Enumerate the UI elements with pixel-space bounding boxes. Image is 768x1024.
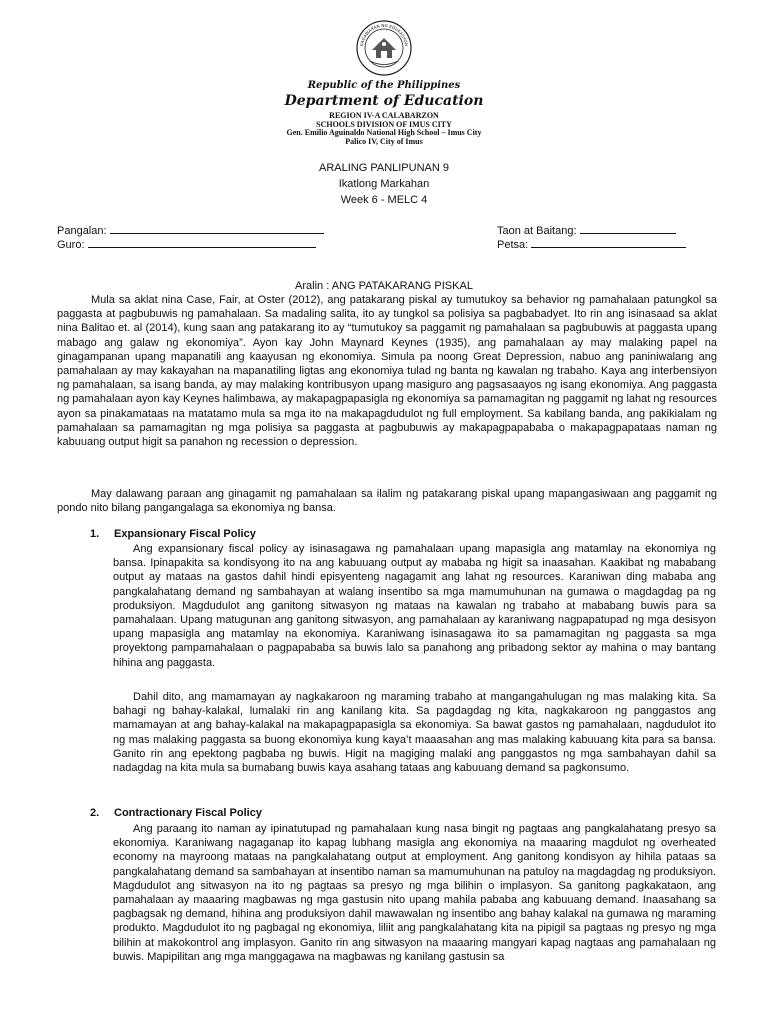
date-blank[interactable] bbox=[531, 237, 686, 248]
grade-blank[interactable] bbox=[580, 223, 676, 234]
subject-title: ARALING PANLIPUNAN 9 bbox=[318, 162, 449, 174]
item-title: Expansionary Fiscal Policy bbox=[114, 528, 256, 540]
teacher-blank[interactable] bbox=[88, 237, 316, 248]
teacher-label: Guro: bbox=[57, 239, 85, 251]
grade-field bbox=[497, 223, 676, 238]
date-label: Petsa: bbox=[497, 239, 529, 251]
item-expansionary-heading bbox=[90, 528, 256, 540]
item-number: 2. bbox=[90, 807, 100, 819]
division-line: SCHOOLS DIVISION OF IMUS CITY bbox=[316, 120, 452, 129]
contractionary-paragraph-1: Ang paraang ito naman ay ipinatutupad ng pamahalaan kung nasa bingit ng pagtaas ang pangkalahatang presyo sa ekonomiya. Karaniwang nagaganap ito kapag lubhang masigla ang ekonomiya na maaaring magdulot ng overheated economy na mayroong mataas na pangkalahatang output at employment. Ang ganitong kondisyon ay hihila pataas sa pangkalahatang demand sa sambahayan at insentibo naman sa mamumuhunan na patuloy na magdagdag ng produksiyon. Magdudulot ang sitwasyon na ito ng pagtaas sa presyo ng mga bilihin o implasyon. Sa ganitong pagkakataon, ang pamahalaan ay maaaring magbawas ng mga gastusin nito upang mahila pababa ang kabuuang demand. Inaasahang sa pagbagsak ng demand, hihina ang produksiyon dahil mawawalan ng insentibo ang bahay kalakal na gumawa ng maraming produkto. Magdudulot ito ng pagbagal ng ekonomiya, liliit ang pangkalahatang kita na pipigil sa pagtaas ng presyo ng mga bilihin at makokontrol ang implasyon. Ganito rin ang sitwasyon na maaaring mangyari kapag nagtaas ang pamahalaan ng buwis. Mapipilitan ang mga manggagawa na magbawas ng kanilang gastusin sa bbox=[113, 823, 716, 963]
seal-text: KAGAWARAN NG EDUKASYON bbox=[359, 22, 409, 47]
deped-seal-icon bbox=[356, 20, 412, 76]
item-title: Contractionary Fiscal Policy bbox=[114, 807, 262, 819]
grade-label: Taon at Baitang: bbox=[497, 225, 577, 237]
item-number: 1. bbox=[90, 528, 100, 540]
expansionary-paragraph-1: Ang expansionary fiscal policy ay isinasagawa ng pamahalaan upang mapasigla ang matamlay na ekonomiya ng bansa. Ipinapakita sa kondisyong ito na ang kabuuang output ay mababa ng higit sa inaasahan. Kaakibat ng mababang output ay mataas na gastos dahil hindi episyenteng nagagamit ang lahat ng resources. Karaniwan ding mababa ang pangkalahatang demand ng sambahayan at walang insentibo sa mga mamumuhunan na gumawa o magdagdag pa ng produksiyon. Magdudulot ang ganitong sitwasyon ng mataas na kawalan ng trabaho at mababang buwis para sa pamahalaan. Upang matugunan ang ganitong sitwasyon, ang pamahalaan ay karaniwang nagpapatupad ng mga desisyon upang mapasigla ang matamlay na ekonomiya. Karaniwang isinasagawa ito sa pamamagitan ng paggasta sa mga proyektong pampamahalaan o pagpapababa sa buwis lalo sa panahong ang pribadong sektor ay mahina o may bantang hihina ang paggasta. bbox=[113, 543, 716, 669]
quarter-label: Ikatlong Markahan bbox=[338, 178, 430, 190]
republic-line: Republic of the Philippines bbox=[307, 80, 461, 91]
intro-paragraph: Mula sa aklat nina Case, Fair, at Oster (2012), ang patakarang piskal ay tumutukoy sa behavior ng pamahalaan patungkol sa paggasta at pagbubuwis ng pamahalaan. Sa madaling salita, ito ay tungkol sa polisiya sa pagbabadyet. Ito rin ang isinasaad sa aklat nina Balitao et. al (2014), kung saan ang patakarang ito ay “tumutukoy sa paggamit ng pamahalaan sa pagbubuwis at paggasta upang mabago ang galaw ng ekonomiya”. Ayon kay John Maynard Keynes (1935), ang pamahalaan ay may malaking papel na ginagampanan upang mapanatili ang kaayusan ng ekonomiya. Simula pa noong Great Depression, nabuo ang paniniwalang ang pamahalaan ay may kakayahan na mapanatiling ligtas ang ekonomiya tulad ng banta ng kawalan ng trabaho. Kaya ang interbensiyon ng pamahalaan, sa isang banda, ay may malaking kontribusyon upang masiguro ang pagsasaayos ng isang ekonomiya. Ang paggasta ng pamahalaan ayon kay Keynes halimbawa, ay makapagpapasigla ng ekonomiya sa pamamagitan ng paggamit ng lahat ng resources ayon sa pinakamataas na matatamo mula sa mga ito na makapagdudulot ng full employment. Sa kabilang banda, ang pakikialam ng pamahalaan sa pamamagitan ng mga polisiya sa paggasta at pagbubuwis ay makapagpapababa o makapagpapataas naman ng kabuuang output higit sa panahon ng recession o depression. bbox=[57, 294, 717, 449]
department-title: Department of Education bbox=[284, 93, 484, 109]
name-field bbox=[57, 223, 324, 238]
school-line: Gen. Emilio Aguinaldo National High School – Imus City bbox=[286, 128, 482, 137]
teacher-field bbox=[57, 237, 316, 252]
region-line: REGION IV-A CALABARZON bbox=[329, 111, 439, 120]
name-label: Pangalan: bbox=[57, 225, 107, 237]
lesson-title: Aralin : ANG PATAKARANG PISKAL bbox=[295, 280, 473, 292]
week-label: Week 6 - MELC 4 bbox=[340, 194, 428, 206]
expansionary-paragraph-2: Dahil dito, ang mamamayan ay nagkakaroon ng maraming trabaho at mangangahulugan ng mas malaking kita. Sa bahagi ng bahay-kalakal, lumalaki rin ang kanilang kita. Sa pagdagdag ng kita, nagkakaroon ng panggastos ang mamamayan at ang bahay-kalakal na makapagpapasigla sa ekonomiya. Sa bawat gastos ng pamahalaan, nagdudulot ito ng mas malaking paggasta sa buong ekonomiya kung kaya’t maaasahan ang mas malaking kabuuang kita para sa bansa. Ganito rin ang epektong pagbaba ng buwis. Higit na magiging malaki ang panggastos ng mga sambahayan dahil sa nadagdag na kita mula sa bumabang buwis kaya asahang tataas ang kabuuang demand sa pagkonsumo. bbox=[113, 691, 716, 775]
methods-paragraph: May dalawang paraan ang ginagamit ng pamahalaan sa ilalim ng patakarang piskal upang mapangasiwaan ang paggamit ng pondo nito bilang pangangalaga sa ekonomiya ng bansa. bbox=[57, 488, 717, 515]
item-contractionary-heading bbox=[90, 807, 262, 819]
date-field bbox=[497, 237, 686, 252]
name-blank[interactable] bbox=[110, 223, 324, 234]
address-line: Palico IV, City of Imus bbox=[345, 137, 423, 146]
